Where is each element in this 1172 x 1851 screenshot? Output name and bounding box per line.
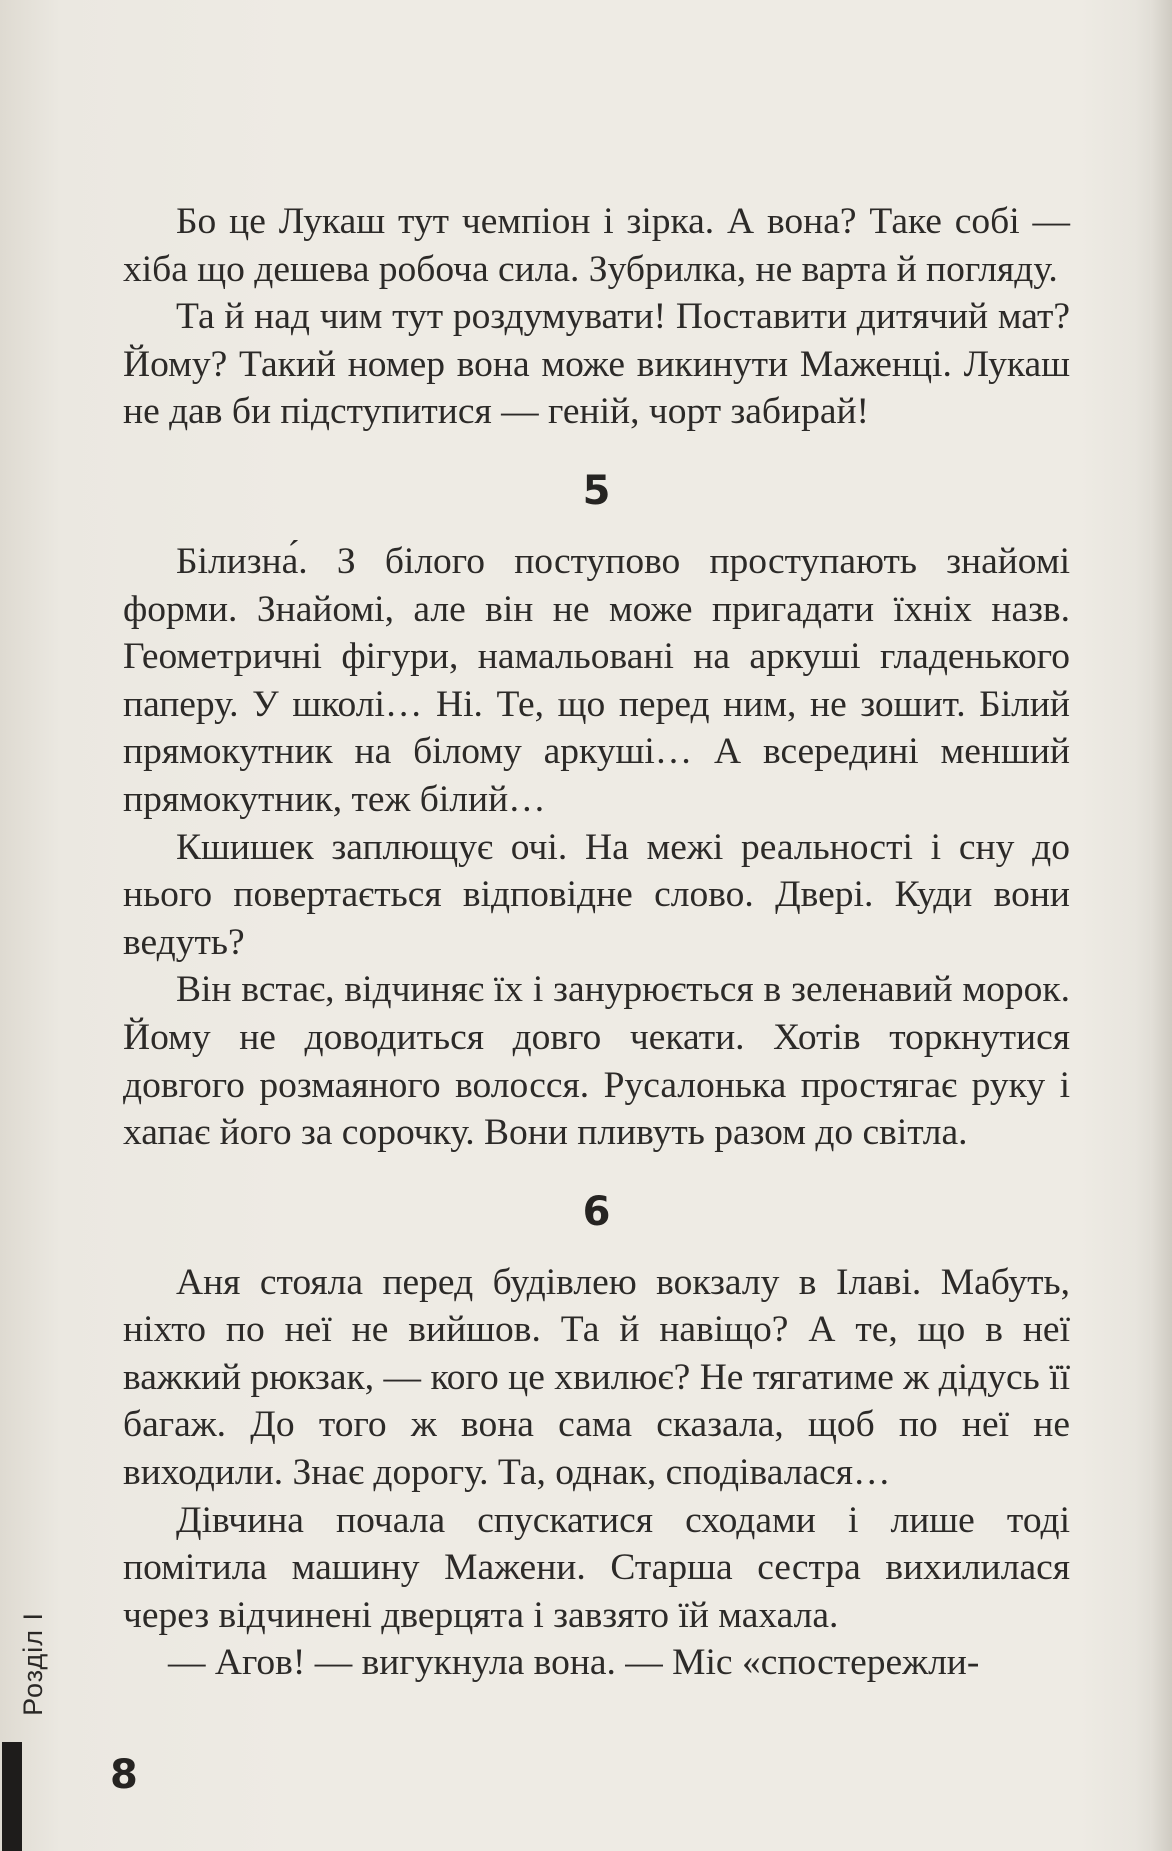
paragraph: Аня стояла перед будівлею вокзалу в Ілаві. Мабуть, ніхто по неї не вийшов. Та й навіщо? А те, що в неї важкий рюкзак, — кого це хвилює? Не тягатиме ж дідусь її багаж. До того ж вона сама сказала, щоб по неї не виходили. Знає дорогу. Та, однак, сподівалася… xyxy=(123,1261,1070,1494)
paragraph: Дівчина почала спускатися сходами і лише тоді помітила машину Мажени. Старша сестра вихилилася через відчинені дверцята і завзято їй махала. xyxy=(123,1499,1070,1636)
paragraph: Він встає, відчиняє їх і занурюється в зеленавий морок. Йому не доводиться довго чекати. Хотів торкнутися довгого розмаяного волосся. Русалонька простягає руку і хапає його за сорочку. Вони пливуть разом до світла. xyxy=(123,969,1070,1154)
paragraph: Білизна́. З білого поступово проступають знайомі форми. Знайомі, але він не може пригадати їхніх назв. Геометричні фігури, намальовані на аркуші гладенького паперу. У школі… Ні. Те, що перед ним, не зошит. Білий прямокутник на білому аркуші… А всередині менший прямокутник, теж білий… xyxy=(123,540,1070,820)
paragraph: Бо це Лукаш тут чемпіон і зірка. А вона? Таке собі — хіба що дешева робоча сила. Зубрилка, не варта й погляду. xyxy=(123,201,1070,290)
paragraph: Та й над чим тут роздумувати! Поставити дитячий мат? Йому? Такий номер вона може викинути Маженці. Лукаш не дав би підступитися — геній, чорт забирай! xyxy=(123,296,1070,433)
section-heading-6: 6 xyxy=(582,1188,611,1235)
book-spine-edge xyxy=(1150,0,1172,1851)
paragraph: — Агов! — вигукнула вона. — Міс «спостережли- xyxy=(168,1642,980,1684)
thumb-index-bar xyxy=(2,1742,22,1851)
section-heading-5: 5 xyxy=(582,467,611,514)
chapter-side-label: Розділ I xyxy=(18,1612,48,1716)
paragraph: Кшишек заплющує очі. На межі реальності і сну до нього повертається відповідне слово. Двері. Куди вони ведуть? xyxy=(123,826,1070,963)
page-text xyxy=(123,198,1070,1687)
page-number: 8 xyxy=(110,1752,138,1798)
